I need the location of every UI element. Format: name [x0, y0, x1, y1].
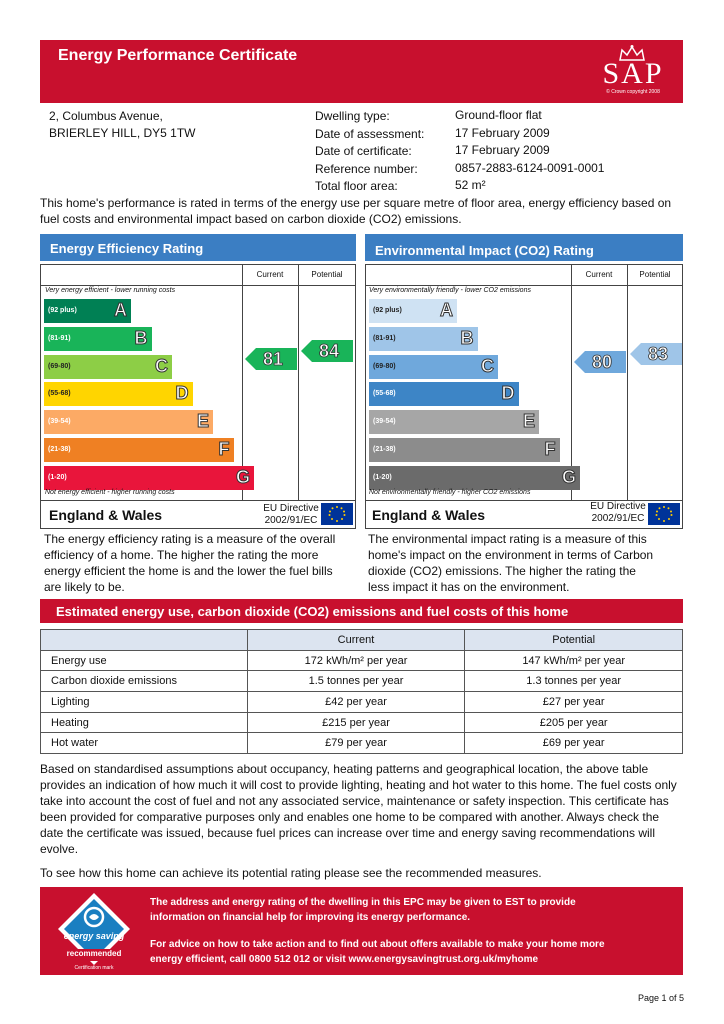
logo-text-1: energy saving	[63, 931, 125, 941]
page-number: Page 1 of 5	[637, 993, 684, 1003]
environment-title: Environmental Impact (CO2) Rating	[365, 234, 683, 261]
row-label: Energy use	[41, 650, 248, 671]
eu-line2: 2002/91/EC	[591, 513, 645, 524]
row-potential: 147 kWh/m² per year	[465, 650, 683, 671]
row-label: Carbon dioxide emissions	[41, 671, 248, 692]
logo-text-2: recommended	[66, 949, 122, 958]
costs-table	[40, 629, 683, 754]
divider	[571, 265, 572, 500]
efficiency-title: Energy Efficiency Rating	[40, 234, 356, 261]
costs-title: Estimated energy use, carbon dioxide (CO2) emissions and fuel costs of this home	[40, 599, 683, 623]
row-label: Lighting	[41, 692, 248, 713]
eu-line2: 2002/91/EC	[264, 515, 318, 526]
band-letter: G	[561, 466, 576, 487]
recommend-line: To see how this home can achieve its potential rating please see the recommended measures.	[40, 866, 542, 880]
est-bar	[40, 887, 683, 975]
band-c	[44, 355, 172, 379]
eu-line1: EU Directive	[590, 501, 646, 512]
header-potential: Potential	[465, 630, 683, 651]
band-range: (21-38)	[48, 446, 71, 453]
sap-logo-letters: SAP	[602, 57, 664, 90]
environment-description: The environmental impact rating is a measure of this home's impact on the environment in terms of Carbon dioxide (CO2) emissions. The higher the rating the less impact it has on the environment.	[368, 532, 654, 594]
band-letter: F	[544, 439, 556, 459]
detail-label: Dwelling type:	[315, 109, 390, 123]
divider	[41, 285, 355, 286]
current-rating-value: 80	[592, 351, 613, 372]
band-g	[44, 466, 254, 490]
table-row	[41, 671, 683, 692]
table-row	[41, 712, 683, 733]
header-blank	[41, 630, 248, 651]
band-b	[44, 327, 152, 351]
detail-value: 17 February 2009	[455, 125, 550, 140]
band-d	[369, 382, 519, 406]
band-letter: D	[175, 383, 189, 404]
bottom-note: Not energy efficient - higher running costs	[45, 489, 175, 496]
band-e	[369, 410, 539, 434]
band-letter: E	[522, 411, 535, 432]
band-a	[44, 299, 131, 323]
divider	[242, 265, 243, 500]
band-range: (1-20)	[48, 473, 67, 481]
est-para1: The address and energy rating of the dwelling in this EPC may be given to EST to provide information on financial help for improving its energy performance.	[150, 897, 576, 923]
band-range: (21-38)	[373, 446, 396, 453]
detail-label: Date of assessment:	[315, 126, 425, 141]
detail-value: 52 m²	[455, 178, 486, 192]
eu-flag-icon	[648, 503, 680, 525]
eu-flag-icon	[321, 503, 353, 525]
row-potential: £205 per year	[465, 712, 683, 733]
row-current: £79 per year	[247, 733, 465, 754]
band-range: (39-54)	[373, 418, 396, 426]
band-letter: A	[440, 300, 453, 320]
band-f	[369, 438, 560, 462]
region-label: England & Wales	[372, 507, 486, 523]
row-current: £42 per year	[247, 692, 465, 713]
efficiency-description: The energy efficiency rating is a measure of the overall efficiency of a home. The higher the rating the more energy efficient the home is and the lower the fuel bills are likely to be.	[44, 532, 336, 594]
band-letter: F	[218, 439, 230, 459]
sap-logo-sub: © Crown copyright 2008	[606, 89, 660, 95]
row-potential: £69 per year	[465, 733, 683, 754]
environment-chart	[365, 264, 683, 501]
environment-footer	[365, 501, 683, 529]
table-row	[41, 650, 683, 671]
band-range: (69-80)	[48, 362, 71, 370]
row-label: Hot water	[41, 733, 248, 754]
sap-logo	[590, 44, 676, 100]
row-current: £215 per year	[247, 712, 465, 733]
band-range: (1-20)	[373, 473, 392, 481]
band-range: (81-91)	[373, 334, 396, 342]
band-letter: G	[235, 466, 250, 487]
band-range: (92 plus)	[373, 307, 402, 314]
crown-icon	[618, 44, 646, 62]
band-letter: C	[481, 355, 494, 376]
page-title: Energy Performance Certificate	[58, 47, 298, 64]
col-current: Current	[256, 270, 284, 279]
band-d	[44, 382, 193, 406]
divider	[298, 265, 299, 500]
efficiency-chart	[40, 264, 356, 501]
current-rating-value: 81	[263, 349, 284, 370]
band-range: (81-91)	[48, 334, 71, 342]
band-letter: C	[155, 355, 168, 376]
intro-text: This home's performance is rated in terms of the energy use per square metre of floor area, energy efficiency based on fuel costs and environmental impact based on carbon dioxide (CO2) emissions.	[40, 196, 672, 226]
row-current: 172 kWh/m² per year	[247, 650, 465, 671]
detail-value: Ground-floor flat	[455, 108, 542, 122]
divider	[366, 285, 682, 286]
row-potential: 1.3 tonnes per year	[465, 671, 683, 692]
logo-text-3: Certification mark	[74, 965, 114, 971]
costs-table-wrap	[40, 629, 683, 754]
top-note: Very energy efficient - lower running costs	[45, 287, 176, 294]
col-current: Current	[585, 270, 613, 279]
band-letter: A	[114, 300, 127, 320]
row-label: Heating	[41, 712, 248, 733]
bottom-note: Not environmentally friendly - higher CO2 emissions	[369, 489, 531, 496]
divider	[627, 265, 628, 500]
band-g	[369, 466, 580, 490]
est-para2: For advice on how to take action and to find out about offers available to make your home more energy efficient, call 0800 512 012 or visit www.energysavingtrust.org.uk/myhome	[150, 939, 605, 965]
eu-directive	[586, 501, 650, 525]
band-letter: B	[460, 327, 474, 348]
top-note: Very environmentally friendly - lower CO2 emissions	[369, 287, 531, 294]
band-f	[44, 438, 234, 462]
detail-value: 17 February 2009	[455, 143, 550, 157]
row-potential: £27 per year	[465, 692, 683, 713]
band-a	[369, 299, 457, 323]
band-c	[369, 355, 498, 379]
detail-label: Date of certificate:	[315, 144, 412, 158]
detail-label: Reference number:	[315, 161, 418, 176]
detail-value: 0857-2883-6124-0091-0001	[455, 160, 605, 175]
band-range: (92 plus)	[48, 307, 77, 314]
col-potential: Potential	[639, 270, 671, 279]
header-current: Current	[247, 630, 465, 651]
detail-label: Total floor area:	[315, 179, 398, 193]
band-range: (39-54)	[48, 418, 71, 426]
band-range: (55-68)	[48, 390, 71, 398]
table-row	[41, 733, 683, 754]
band-b	[369, 327, 478, 351]
details-labels	[315, 108, 424, 196]
address-line1: 2, Columbus Avenue,	[49, 109, 163, 123]
eu-line1: EU Directive	[263, 503, 319, 514]
efficiency-footer	[40, 501, 356, 529]
table-header	[41, 630, 683, 651]
address	[49, 108, 196, 142]
band-range: (69-80)	[373, 362, 396, 370]
row-current: 1.5 tonnes per year	[247, 671, 465, 692]
details-values	[455, 107, 604, 195]
band-e	[44, 410, 213, 434]
band-range: (55-68)	[373, 390, 396, 398]
bottom-text: Based on standardised assumptions about occupancy, heating patterns and geographical location, the above table provides an indication of how much it will cost to provide lighting, heating and hot water to this home. The fuel costs only take into account the cost of fuel and not any associated service, maintenance or safety inspection. This certificate has been provided for comparative purposes only and enables one home to be compared with another. Always check the date the certificate was issued, because fuel prices can increase over time and energy saving recommendations will evolve.	[40, 762, 677, 856]
potential-rating-value: 84	[319, 341, 340, 362]
table-row	[41, 692, 683, 713]
band-letter: B	[134, 327, 148, 348]
potential-rating-value: 83	[648, 344, 669, 365]
band-letter: E	[196, 411, 209, 432]
region-label: England & Wales	[49, 507, 163, 523]
eu-directive	[259, 503, 323, 527]
col-potential: Potential	[311, 270, 343, 279]
address-line2: BRIERLEY HILL, DY5 1TW	[49, 126, 196, 140]
band-letter: D	[501, 383, 515, 404]
